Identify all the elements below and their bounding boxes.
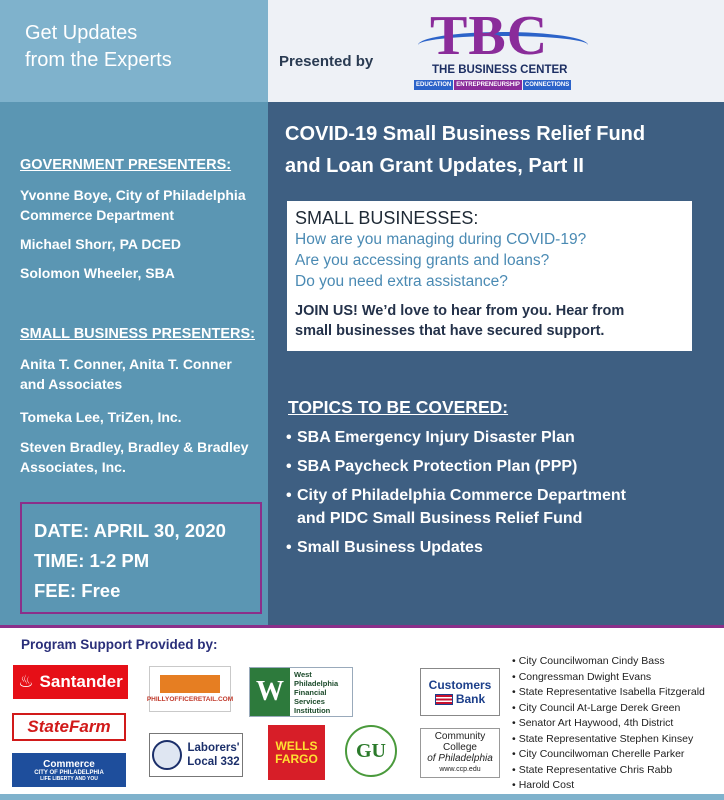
phillyofficeretail-logo [146,666,234,712]
santander-logo [13,665,128,699]
presented-by-label: Presented by [279,53,374,70]
topic-item-continued [286,507,706,530]
government-presenters-title: GOVERNMENT PRESENTERS: [20,157,232,173]
logo-tag-connections: CONNECTIONS [524,82,570,88]
callout-question: Do you need extra assistance? [295,273,508,290]
event-title-line-2: and Loan Grant Updates, Part II [285,155,584,177]
event-date: DATE: APRIL 30, 2020 [34,520,226,541]
callout-join-line-2: small businesses that have secured support. [295,323,605,339]
ccp-text [427,731,493,775]
topic-text: SBA Emergency Injury Disaster Plan [297,429,575,446]
laborers-line-2: Local 332 [187,756,240,768]
supporting-officials-list [512,654,722,794]
presenter-steven-bradley: Steven Bradley, Bradley & Bradley Associates, Inc. [20,439,249,475]
program-support-title: Program Support Provided by: [21,637,218,652]
santander-label: Santander [39,672,123,691]
wpfsi-line: Institution [294,705,331,715]
official-item: • State Representative Stephen Kinsey [512,732,722,748]
commerce-sub-label: CITY OF PHILADELPHIA [34,769,104,776]
logo-tags [414,80,571,90]
customers-line-2: Bank [455,692,486,706]
event-title [285,118,715,182]
wpfsi-line: West [294,669,312,679]
callout-question: How are you managing during COVID-19? [295,231,587,248]
official-item: • Congressman Dwight Evans [512,670,722,686]
wells-fargo-line-1: WELLS [275,738,318,753]
event-fee: FEE: Free [34,580,121,601]
wpfsi-line: Financial [294,687,327,697]
presenter-solomon-wheeler: Solomon Wheeler, SBA [20,265,175,281]
wells-fargo-line-2: FARGO [275,751,318,766]
bullet-icon: • [286,458,292,475]
event-title-line-1: COVID-19 Small Business Relief Fund [285,123,646,145]
gu-label: GU [356,739,386,762]
topic-item [286,484,706,507]
statefarm-label: StateFarm [27,717,111,736]
official-item: • State Representative Chris Rabb [512,763,722,779]
laborers-text [187,741,239,769]
ccp-line: of Philadelphia [427,753,493,764]
customers-line-2-row [429,692,492,706]
event-time: TIME: 1-2 PM [34,550,150,571]
west-philadelphia-fsi-text [294,670,338,715]
presenter-yvonne-boye: Yvonne Boye, City of Philadelphia Commerce Department [20,187,246,223]
customers-line-1: Customers [428,678,492,692]
headline-line-2: from the Experts [25,49,172,71]
headline [25,20,172,74]
commerce-motto: LIFE LIBERTY AND YOU [40,775,98,782]
customers-bank-logo [420,668,500,716]
tbc-logo [414,5,594,98]
official-item: • City Council At-Large Derek Green [512,701,722,717]
callout-join-line-1: JOIN US! We’d love to hear from you. Hear from [295,303,625,319]
logo-tag-entrepreneurship: ENTREPRENEURSHIP [456,82,520,88]
wpfsi-line: Philadelphia [294,678,339,688]
small-businesses-callout [287,201,692,351]
ccp-line: www.ccp.edu [439,766,481,773]
logo-mark: TBC [430,5,549,67]
footer-bar [0,794,724,800]
phillyofficeretail-label: PHILLYOFFICERETAIL.COM [146,696,234,703]
bullet-icon: • [286,487,292,504]
official-item: • City Councilwoman Cindy Bass [512,654,722,670]
official-item: • Harold Cost [512,778,722,794]
laborers-line-1: Laborers' [187,742,240,754]
topic-text: City of Philadelphia Commerce Department [297,487,626,504]
wells-fargo-text [275,740,318,766]
west-philadelphia-fsi-logo [249,667,353,717]
bullet-icon: • [286,429,292,446]
topic-text: Small Business Updates [297,539,483,556]
topic-item [286,455,706,478]
topic-text: and PIDC Small Business Relief Fund [297,510,583,527]
presenter-tomeka-lee: Tomeka Lee, TriZen, Inc. [20,409,182,425]
customers-bank-text [429,678,492,706]
ccp-line: Community [434,731,486,742]
flame-icon: ♨ [18,672,34,691]
bullet-icon: • [286,539,292,556]
w-mark-icon: W [250,668,290,716]
laborers-local-332-logo [149,733,243,777]
official-item: • City Councilwoman Cherelle Parker [512,747,722,763]
flag-icon [435,694,453,705]
official-item: • State Representative Isabella Fitzgerald [512,685,722,701]
presenter-michael-shorr: Michael Shorr, PA DCED [20,236,182,252]
topic-item [286,426,706,449]
commerce-label: Commerce [43,758,95,770]
headline-line-1: Get Updates [25,22,138,44]
commerce-logo [12,753,126,787]
gu-logo [345,725,397,777]
statefarm-logo [12,713,126,741]
section-divider [0,625,724,628]
header-left-panel [0,0,268,102]
union-seal-icon [152,740,182,770]
ccp-line: College [443,742,477,753]
callout-join-text [295,301,692,341]
wells-fargo-logo [268,725,325,780]
callout-question: Are you accessing grants and loans? [295,252,550,269]
wpfsi-line: Services [294,696,325,706]
presenter-anita-conner: Anita T. Conner, Anita T. Conner and Associates [20,356,232,392]
callout-title: SMALL BUSINESSES: [295,208,479,228]
community-college-philadelphia-logo [420,728,500,778]
logo-tag-education: EDUCATION [416,82,452,88]
building-icon [160,675,220,693]
topic-item [286,536,706,559]
logo-name: THE BUSINESS CENTER [432,64,568,76]
topics-title: TOPICS TO BE COVERED: [288,397,509,417]
small-business-presenters-title: SMALL BUSINESS PRESENTERS: [20,326,255,342]
topic-text: SBA Paycheck Protection Plan (PPP) [297,458,578,475]
event-details-box [20,502,262,614]
official-item: • Senator Art Haywood, 4th District [512,716,722,732]
header-right-panel [268,0,724,102]
